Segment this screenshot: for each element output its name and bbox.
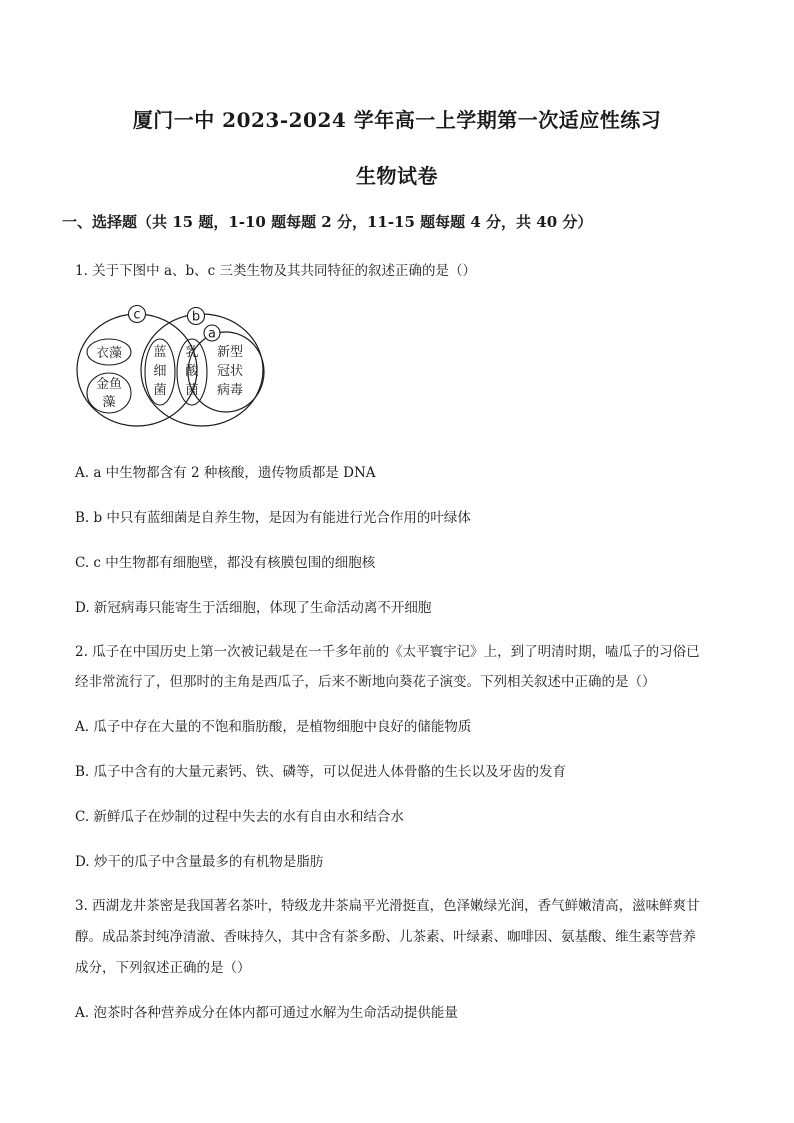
question-1-option-d: D. 新冠病毒只能寄生于活细胞，体现了生命活动离不开细胞 bbox=[75, 600, 432, 616]
organism-virus-1: 新型 bbox=[216, 345, 244, 360]
question-2-option-b: B. 瓜子中含有的大量元素钙、铁、磷等，可以促进人体骨骼的生长以及牙齿的发育 bbox=[75, 764, 567, 780]
question-1-option-b: B. b 中只有蓝细菌是自养生物，是因为有能进行光合作用的叶绿体 bbox=[75, 510, 471, 526]
question-2-stem-line2: 经非常流行了，但那时的主角是西瓜子，后来不断地向葵花子演变。下列相关叙述中正确的是（） bbox=[75, 674, 656, 690]
question-2-stem-line1: 2. 瓜子在中国历史上第一次被记载是在一千多年前的《太平寰宇记》上，到了明清时期，嗑瓜子的习俗已 bbox=[75, 644, 700, 660]
question-3-stem-line3: 成分，下列叙述正确的是（） bbox=[75, 960, 251, 976]
question-3-stem-line1: 3. 西湖龙井茶密是我国著名茶叶，特级龙井茶扁平光滑挺直，色泽嫩绿光润，香气鲜嫩清高，滋味鲜爽甘 bbox=[75, 898, 700, 914]
organism-virus-3: 病毒 bbox=[216, 383, 244, 398]
label-c: c bbox=[133, 307, 141, 323]
section-heading: 一、选择题（共 15 题，1-10 题每题 2 分，11-15 题每题 4 分，共 40 分） bbox=[62, 213, 593, 231]
question-2-option-d: D. 炒干的瓜子中含量最多的有机物是脂肪 bbox=[75, 854, 324, 870]
exam-subject-title: 生物试卷 bbox=[356, 164, 438, 188]
question-3-stem-line2: 醇。成品茶封纯净清澈、香味持久，其中含有茶多酚、儿茶素、叶绿素、咖啡因、氨基酸、维生素等营养 bbox=[75, 929, 696, 945]
organism-rusuanjun-1: 乳 bbox=[185, 345, 199, 360]
label-a: a bbox=[208, 326, 216, 342]
question-2-option-c: C. 新鲜瓜子在炒制的过程中失去的水有自由水和结合水 bbox=[75, 809, 404, 825]
label-b: b bbox=[191, 309, 201, 325]
organism-rusuanjun-3: 菌 bbox=[185, 383, 199, 398]
circle-c bbox=[77, 314, 197, 426]
organism-lanxijun-1: 蓝 bbox=[153, 345, 167, 360]
organism-jinyuzao-line1: 金鱼 bbox=[95, 377, 123, 392]
question-1-option-a: A. a 中生物都含有 2 种核酸，遗传物质都是 DNA bbox=[75, 465, 376, 481]
organism-lanxijun-2: 细 bbox=[153, 364, 167, 379]
question-1-option-c: C. c 中生物都有细胞壁，都没有核膜包围的细胞核 bbox=[75, 555, 376, 571]
question-1-stem: 1. 关于下图中 a、b、c 三类生物及其共同特征的叙述正确的是（） bbox=[75, 263, 477, 279]
question-2-option-a: A. 瓜子中存在大量的不饱和脂肪酸，是植物细胞中良好的储能物质 bbox=[75, 719, 472, 735]
venn-diagram bbox=[74, 304, 270, 428]
question-3-option-a: A. 泡茶时各种营养成分在体内都可通过水解为生命活动提供能量 bbox=[75, 1005, 458, 1021]
organism-jinyuzao-line2: 藻 bbox=[102, 395, 116, 410]
venn-diagram-svg bbox=[74, 304, 270, 428]
organism-yizao: 衣藻 bbox=[95, 346, 123, 361]
organism-rusuanjun-2: 酸 bbox=[185, 364, 199, 379]
exam-title: 厦门一中 2023-2024 学年高一上学期第一次适应性练习 bbox=[132, 108, 662, 132]
organism-lanxijun-3: 菌 bbox=[153, 383, 167, 398]
organism-virus-2: 冠状 bbox=[216, 364, 244, 379]
